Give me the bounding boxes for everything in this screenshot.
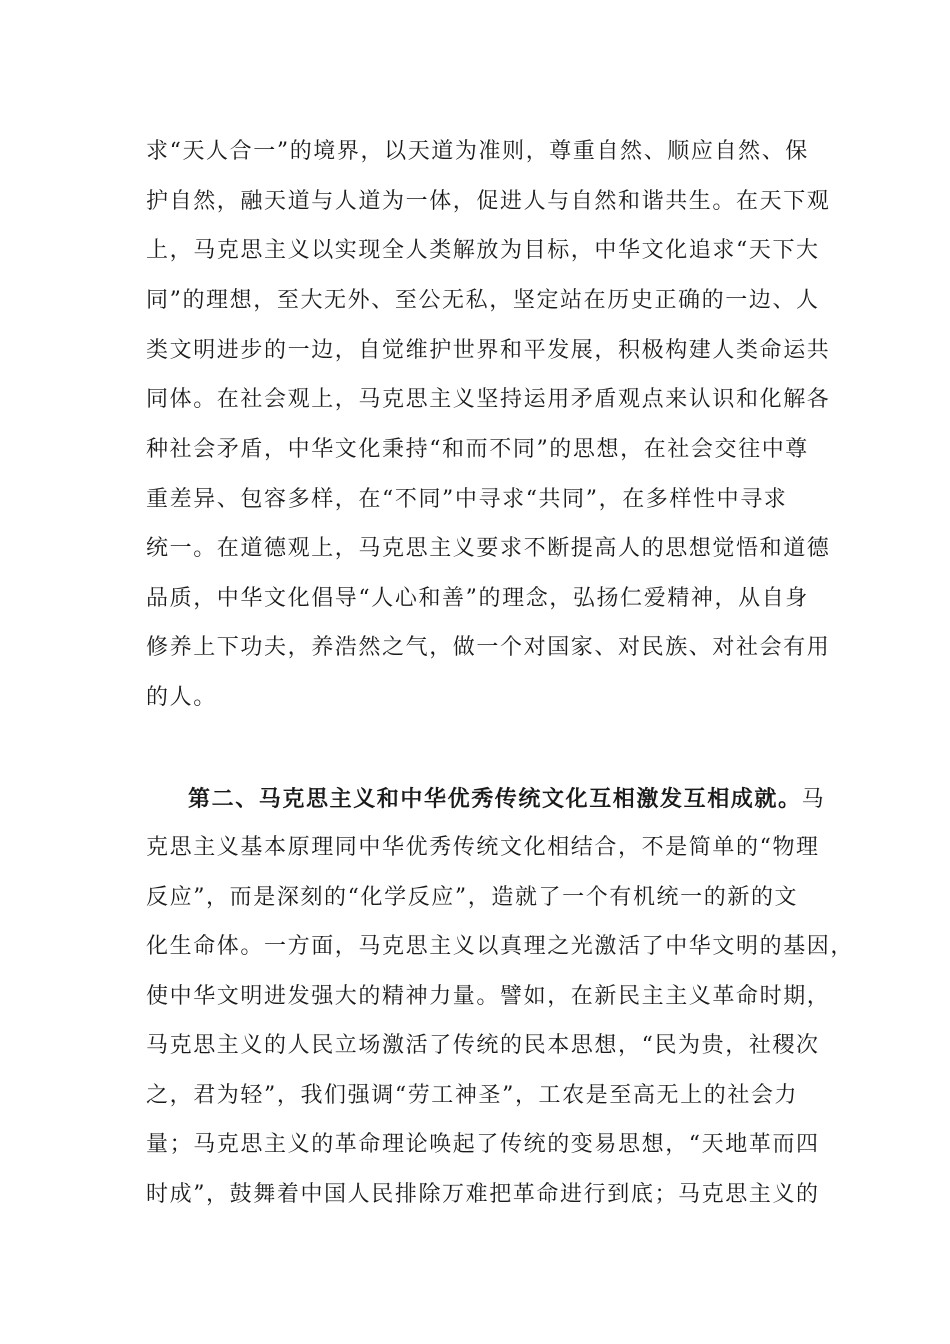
text-line: 种社会矛盾，中华文化秉持“和而不同”的思想，在社会交往中尊 [146,437,809,462]
text-line: 上，马克思主义以实现全人类解放为目标，中华文化追求“天下大 [146,238,820,263]
text-line: 之，君为轻”，我们强调“劳工神圣”，工农是至高无上的社会力 [146,1083,799,1108]
text-line: 同”的理想，至大无外、至公无私，坚定站在历史正确的一边、人 [146,288,820,313]
text-line: 护自然，融天道与人道为一体，促进人与自然和谐共生。在天下观 [146,189,831,214]
text-line: 重差异、包容多样，在“不同”中寻求“共同”，在多样性中寻求 [146,487,788,512]
text-line: 克思主义基本原理同中华优秀传统文化相结合，不是简单的“物理 [146,835,820,860]
text-line: 统一。在道德观上，马克思主义要求不断提高人的思想觉悟和道德 [146,536,831,561]
text-line: 马克思主义的人民立场激活了传统的民本思想，“民为贵，社稷次 [146,1033,820,1058]
text-line: 时成”，鼓舞着中国人民排除万难把革命进行到底；马克思主义的 [146,1182,820,1207]
text-run: 马 [801,787,826,812]
text-line: 品质，中华文化倡导“人心和善”的理念，弘扬仁爱精神，从自身 [146,586,809,611]
paragraph-first-line [188,784,868,815]
text-line: 使中华文明进发强大的精神力量。譬如，在新民主主义革命时期， [146,984,831,1009]
text-line: 求“天人合一”的境界，以天道为准则，尊重自然、顺应自然、保 [146,139,809,164]
text-line: 同体。在社会观上，马克思主义坚持运用矛盾观点来认识和化解各 [146,387,831,412]
text-line: 反应”，而是深刻的“化学反应”，造就了一个有机统一的新的文 [146,885,799,910]
text-line: 量；马克思主义的革命理论唤起了传统的变易思想，“天地革而四 [146,1132,820,1157]
text-line: 修养上下功夫，养浩然之气，做一个对国家、对民族、对社会有用 [146,635,831,660]
section-heading: 第二、马克思主义和中华优秀传统文化互相激发互相成就。 [188,786,802,812]
text-line: 类文明进步的一边，自觉维护世界和平发展，积极构建人类命运共 [146,338,831,363]
text-line: 化生命体。一方面，马克思主义以真理之光激活了中华文明的基因， [146,934,855,959]
text-line: 的人。 [146,685,217,710]
